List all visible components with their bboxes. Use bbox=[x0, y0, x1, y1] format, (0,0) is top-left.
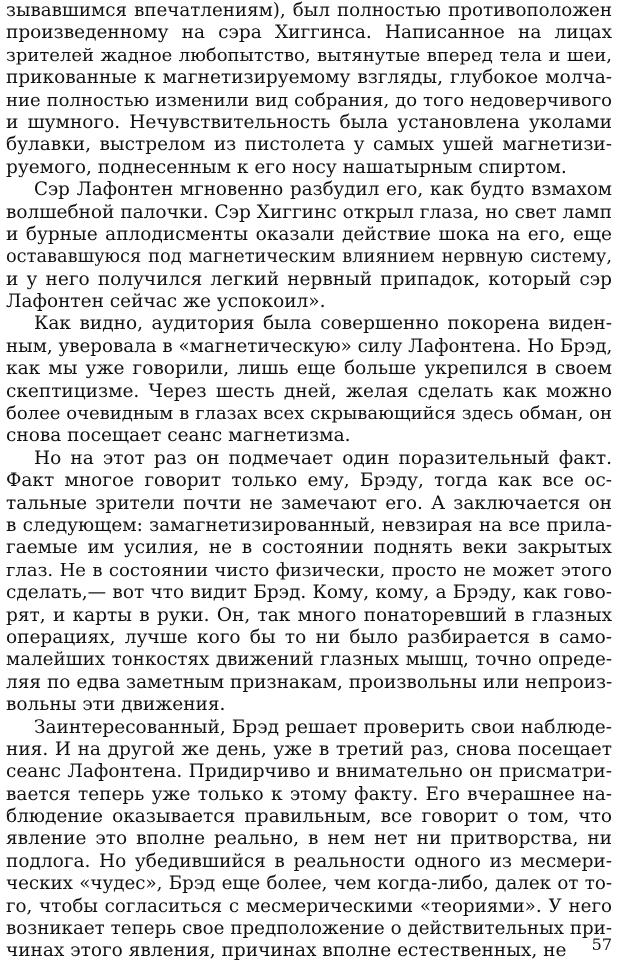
text-line: зрителей жадное любопытство, вытянутые вперед тела и шеи, bbox=[6, 44, 612, 66]
text-line: подлога. Но убедившийся в реальности одного из месмери- bbox=[6, 850, 612, 872]
paragraph bbox=[6, 179, 612, 313]
paragraph bbox=[6, 717, 612, 963]
text-line: сеанс Лафонтена. Придирчиво и внимательно он присматри- bbox=[6, 761, 612, 783]
text-line: явление это вполне реально, в нем нет ни притворства, ни bbox=[6, 828, 612, 850]
paragraph bbox=[6, 0, 612, 179]
text-line: блюдение оказывается правильным, все говорит о том, что bbox=[6, 806, 612, 828]
text-line: как мы уже говорили, лишь еще больше укрепился в своем bbox=[6, 358, 612, 380]
text-line: Сэр Лафонтен мгновенно разбудил его, как будто взмахом bbox=[34, 179, 612, 201]
paragraph bbox=[6, 313, 612, 447]
text-line: волшебной палочки. Сэр Хиггинс открыл глаза, но свет ламп bbox=[6, 201, 612, 223]
page-number: 57 bbox=[591, 935, 612, 954]
text-line: операциях, лучше кого бы то ни было разбирается в само- bbox=[6, 626, 612, 648]
text-line: тальные зрители почти не замечают его. А заключается он bbox=[6, 492, 612, 514]
text-line: рят, и карты в руки. Он, так много понаторевший в глазных bbox=[6, 604, 612, 626]
text-line: руемого, поднесенным к его носу нашатырным спиртом. bbox=[6, 156, 567, 178]
text-line: снова посещает сеанс магнетизма. bbox=[6, 425, 351, 447]
text-line: вольны эти движения. bbox=[6, 694, 226, 716]
text-line: го, чтобы согласиться с месмерическими «теориями». У него bbox=[6, 895, 612, 917]
text-line: скептицизме. Через шесть дней, желая сделать как можно bbox=[6, 380, 612, 402]
text-line: более очевидным в глазах всех скрывающийся здесь обман, он bbox=[6, 403, 612, 425]
text-line: Но на этот раз он подмечает один поразительный факт. bbox=[34, 447, 612, 469]
text-line: булавки, выстрелом из пистолета у самых ушей магнетизи- bbox=[6, 134, 612, 156]
text-line: и шумного. Нечувствительность была установлена уколами bbox=[6, 111, 612, 133]
text-line: Как видно, аудитория была совершенно покорена виден- bbox=[34, 313, 612, 335]
text-line: в следующем: замагнетизированный, невзирая на все прила- bbox=[6, 514, 612, 536]
text-line: ным, уверовала в «магнетическую» силу Лафонтена. Но Брэд, bbox=[6, 335, 612, 357]
text-line: гаемые им усилия, не в состоянии поднять веки закрытых bbox=[6, 537, 612, 559]
text-line: ние полностью изменили вид собрания, до того недоверчивого bbox=[6, 89, 612, 111]
body-text bbox=[6, 0, 612, 963]
text-line: прикованные к магнетизируемому взгляды, глубокое молча- bbox=[6, 67, 612, 89]
text-line: Факт многое говорит только ему, Брэду, тогда как все ос- bbox=[6, 470, 612, 492]
text-line: и бурные аплодисменты оказали действие шока на его, еще bbox=[6, 223, 612, 245]
text-line: произведенному на сэра Хиггинса. Написанное на лицах bbox=[6, 22, 612, 44]
text-line: малейших тонкостях движений глазных мышц, точно опреде- bbox=[6, 649, 612, 671]
text-line: остававшуюся под магнетическим влиянием нервную систему, bbox=[6, 247, 612, 268]
text-line: зывавшимся впечатлениям), был полностью противоположен bbox=[6, 0, 612, 21]
text-line: вается теперь уже только к этому факту. Его вчерашнее на- bbox=[6, 783, 612, 805]
text-line: возникает теперь свое предположение о действительных при- bbox=[6, 918, 612, 940]
text-line: глаз. Не в состоянии чисто физически, просто не может этого bbox=[6, 559, 612, 581]
text-line: ляя по едва заметным признакам, произвольны или непроиз- bbox=[6, 671, 612, 693]
text-line: Лафонтен сейчас же успокоил». bbox=[6, 291, 326, 313]
text-line: чинах этого явления, причинах вполне естественных, не bbox=[6, 940, 567, 962]
paragraph bbox=[6, 448, 612, 717]
text-line: Заинтересованный, Брэд решает проверить свои наблюде- bbox=[34, 716, 612, 738]
text-line: ческих «чудес», Брэд еще более, чем когда-либо, далек от то- bbox=[6, 873, 612, 895]
text-line: сделать,— вот что видит Брэд. Кому, кому, а Брэду, как гово- bbox=[6, 582, 612, 604]
text-line: и у него получился легкий нервный припадок, который сэр bbox=[6, 268, 612, 290]
text-line: ния. И на другой же день, уже в третий раз, снова посещает bbox=[6, 738, 612, 760]
